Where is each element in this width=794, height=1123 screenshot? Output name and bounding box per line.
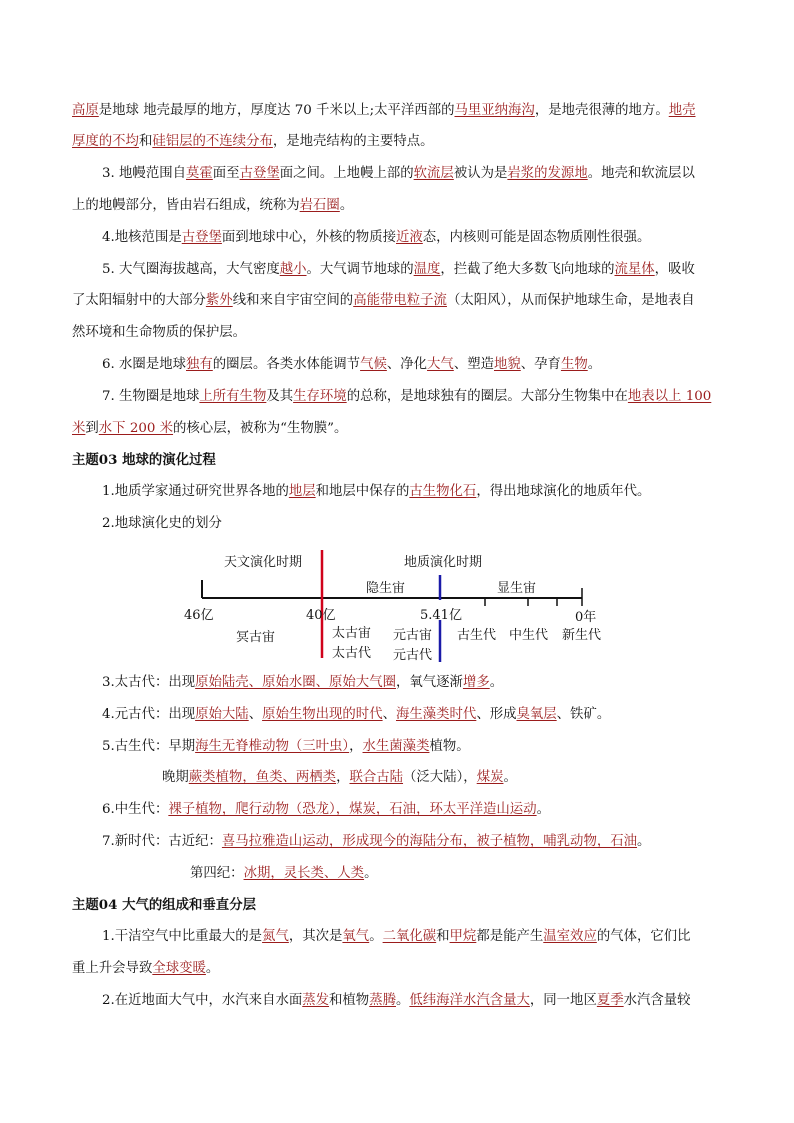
- answer-text: 高原: [72, 103, 99, 118]
- body-text: 。: [536, 802, 550, 817]
- answer-text: 气候: [360, 357, 387, 372]
- body-text: ，是地壳结构的主要特点。: [272, 134, 434, 149]
- answer-text: 岩浆的发源地: [507, 166, 588, 181]
- answer-text: 蒸发: [302, 993, 330, 1008]
- para-line: [102, 928, 691, 946]
- label-cenozoic: 新生代: [562, 628, 602, 643]
- body-text: 3. 地幔范围自: [102, 166, 186, 181]
- para-line: [72, 197, 353, 215]
- body-text: 、形成: [476, 707, 517, 722]
- body-text: 。: [395, 993, 410, 1008]
- body-text: 植物。: [429, 739, 470, 754]
- answer-text: 甲烷: [449, 929, 477, 944]
- answer-text: 软流层: [413, 166, 454, 181]
- para-line: [102, 833, 650, 851]
- tick-label-541: 5.41亿: [420, 608, 462, 623]
- para-line: [72, 420, 347, 438]
- answer-text: 地表以上 100: [627, 389, 712, 404]
- body-text: 面之间。上地幔上部的: [279, 166, 414, 181]
- answer-text: 水下 200 米: [98, 421, 174, 436]
- answer-text: 马里亚纳海沟: [454, 103, 535, 118]
- body-text: ，同一地区: [529, 993, 597, 1008]
- body-text: 主题03 地球的演化过程: [72, 452, 216, 468]
- answer-text: 增多: [462, 675, 490, 690]
- body-text: 1.干洁空气中比重最大的是: [102, 929, 263, 944]
- answer-text: 生存环境: [293, 389, 347, 404]
- answer-text: 大气: [427, 357, 454, 372]
- answer-text: 蕨类植物，鱼类、两栖类: [188, 770, 337, 785]
- body-text: 被认为是: [453, 166, 508, 181]
- para-line: [102, 356, 601, 374]
- answer-text: 喜马拉雅造山运动，形成现今的海陆分布，被子植物，哺乳动物，石油: [221, 834, 638, 849]
- label-cryptozoic: 隐生宙: [366, 581, 406, 596]
- answer-text: 蒸腾: [369, 993, 396, 1008]
- para-line: [102, 674, 503, 692]
- answer-text: 温室效应: [543, 929, 597, 944]
- answer-text: 低纬海洋水汽含量大: [409, 993, 530, 1008]
- answer-text: 原始生物出现的时代: [262, 707, 383, 722]
- tick-label-40: 40亿: [306, 608, 336, 623]
- body-text: 4.地核范围是: [102, 230, 182, 245]
- answer-text: 水生菌藻类: [362, 739, 430, 754]
- answer-text: 温度: [413, 262, 441, 277]
- body-text: 。: [503, 770, 517, 785]
- body-text: 和: [436, 929, 450, 944]
- answer-text: 古登堡: [181, 230, 222, 245]
- body-text: 4.元古代：出现: [102, 707, 196, 722]
- body-text: 然环境和生命物质的保护层。: [72, 325, 247, 340]
- label-archean-eon: 太古宙: [332, 626, 372, 641]
- body-text: 及其: [266, 389, 294, 404]
- body-text: ，得出地球演化的地质年代。: [476, 484, 651, 499]
- body-text: 到: [85, 421, 99, 436]
- para-line: [72, 292, 695, 310]
- body-text: 2.地球演化史的划分: [102, 516, 222, 531]
- tick-label-46: 46亿: [184, 608, 214, 623]
- body-text: 2.在近地面大气中，水汽来自水面: [102, 993, 303, 1008]
- section-heading: [72, 896, 256, 914]
- para-line: [102, 229, 650, 247]
- body-text: 线和来自宇宙空间的: [232, 293, 354, 308]
- body-text: 上的地幔部分，皆由岩石组成，统称为: [72, 198, 300, 213]
- answer-text: 莫霍: [186, 166, 213, 181]
- answer-text: 生物: [560, 357, 588, 372]
- para-line: [102, 706, 610, 724]
- body-text: 。: [205, 961, 220, 976]
- body-text: 。: [637, 834, 651, 849]
- body-text: 态，内核则可能是固态物质刚性很强。: [422, 230, 651, 245]
- answer-text: 地壳: [668, 103, 696, 118]
- answer-text: 裸子植物，爬行动物（恐龙），煤炭，石油，环太平洋造山运动: [168, 802, 537, 817]
- para-line: [102, 165, 695, 183]
- body-text: 重上升会导致: [72, 961, 153, 976]
- label-astronomical-period: 天文演化时期: [224, 555, 303, 570]
- label-geological-period: 地质演化时期: [404, 555, 483, 570]
- answer-text: 高能带电粒子流: [353, 293, 447, 308]
- label-mesozoic: 中生代: [509, 628, 549, 643]
- body-text: 、: [382, 707, 396, 722]
- para-line: [102, 261, 695, 279]
- body-text: ，吸收: [654, 262, 695, 277]
- body-text: 是地球 地壳最厚的地方，厚度达 70 千米以上;太平洋西部的: [98, 103, 455, 118]
- body-text: 主题04 大气的组成和垂直分层: [72, 897, 256, 913]
- answer-text: 岩石圈: [299, 198, 340, 213]
- tick-label-0: 0年: [575, 610, 597, 625]
- label-phanerozoic: 显生宙: [497, 581, 537, 596]
- body-text: 晚期: [162, 770, 189, 785]
- body-text: 、孕育: [520, 357, 561, 372]
- label-hadean: 冥古宙: [236, 630, 276, 645]
- body-text: ，是地壳很薄的地方。: [534, 103, 669, 118]
- body-text: 。: [339, 198, 354, 213]
- body-text: 水汽含量较: [623, 993, 691, 1008]
- body-text: 面至: [212, 166, 240, 181]
- body-text: 、塑造: [453, 357, 494, 372]
- answer-text: 米: [72, 421, 86, 436]
- body-text: 5. 大气圈海拔越高，大气密度: [102, 262, 280, 277]
- answer-text: 臭氧层: [516, 707, 557, 722]
- answer-text: 原始陆壳、原始水圈、原始大气圈: [195, 675, 396, 690]
- body-text: 、净化: [386, 357, 428, 372]
- body-text: 的圈层。各类水体能调节: [212, 357, 361, 372]
- label-archean-era: 太古代: [332, 646, 372, 661]
- para-line: [102, 483, 650, 501]
- para-line: [102, 992, 691, 1010]
- answer-text: 独有: [186, 357, 213, 372]
- body-text: 面到地球中心，外核的物质接: [221, 230, 396, 245]
- body-text: ，拦截了绝大多数飞向地球的: [440, 262, 615, 277]
- answer-text: 古登堡: [239, 166, 280, 181]
- para-line: [162, 769, 517, 787]
- answer-text: 联合古陆: [349, 770, 404, 785]
- body-text: 和植物: [329, 993, 370, 1008]
- body-text: 。: [587, 357, 602, 372]
- answer-text: 氧气: [342, 929, 370, 944]
- para-line: [102, 388, 711, 406]
- answer-text: 海生藻类时代: [395, 707, 477, 722]
- body-text: ，氧气逐渐: [395, 675, 463, 690]
- body-text: 和: [138, 134, 153, 149]
- label-proterozoic-eon: 元古宙: [393, 628, 433, 643]
- answer-text: 紫外: [205, 293, 233, 308]
- body-text: 6.中生代：: [102, 802, 169, 817]
- answer-text: 二氧化碳: [382, 929, 437, 944]
- answer-text: 原始大陆: [195, 707, 249, 722]
- body-text: 第四纪：: [190, 866, 244, 881]
- body-text: 6. 水圈是地球: [102, 357, 186, 372]
- body-text: ，: [349, 739, 363, 754]
- answer-text: 古生物化石: [409, 484, 477, 499]
- answer-text: 全球变暖: [152, 961, 206, 976]
- body-text: （泛大陆），: [403, 770, 477, 785]
- answer-text: 越小: [279, 262, 307, 277]
- body-text: 的气体，它们比: [596, 929, 691, 944]
- answer-text: 流星体: [614, 262, 655, 277]
- answer-text: 近液: [395, 230, 423, 245]
- para-line: [190, 865, 377, 883]
- body-text: 的核心层，被称为“生物膜”。: [173, 421, 348, 436]
- section-heading: [72, 451, 216, 469]
- answer-text: 硅铝层的不连续分布: [152, 134, 273, 149]
- body-text: 7.新时代：古近纪：: [102, 834, 222, 849]
- label-paleozoic: 古生代: [457, 628, 497, 643]
- body-text: 。地壳和软流层以: [587, 166, 695, 181]
- body-text: 、铁矿。: [556, 707, 611, 722]
- body-text: 。: [369, 929, 383, 944]
- body-text: 了太阳辐射中的大部分: [72, 293, 206, 308]
- body-text: 都是能产生: [476, 929, 544, 944]
- para-line: [72, 102, 696, 120]
- body-text: 1.地质学家通过研究世界各地的: [102, 484, 289, 499]
- answer-text: 冰期，灵长类、人类: [243, 866, 365, 881]
- para-line: [102, 801, 550, 819]
- answer-text: 地层: [288, 484, 316, 499]
- body-text: ，: [336, 770, 350, 785]
- answer-text: 夏季: [596, 993, 624, 1008]
- body-text: ，其次是: [288, 929, 343, 944]
- body-text: 、: [248, 707, 263, 722]
- answer-text: 海生无脊椎动物（三叶虫）: [195, 739, 350, 754]
- para-line: [72, 960, 219, 978]
- answer-text: 氮气: [262, 929, 289, 944]
- body-text: 的总称，是地球独有的圈层。大部分生物集中在: [346, 389, 628, 404]
- answer-text: 厚度的不均: [72, 134, 139, 149]
- body-text: 5.古生代：早期: [102, 739, 196, 754]
- answer-text: 地貌: [493, 357, 521, 372]
- para-line: [102, 515, 222, 533]
- para-line: [72, 133, 434, 151]
- body-text: 3.太古代：出现: [102, 675, 196, 690]
- body-text: 7. 生物圈是地球: [102, 389, 200, 404]
- answer-text: 上所有生物: [199, 389, 267, 404]
- answer-text: 煤炭: [476, 770, 504, 785]
- body-text: 。: [489, 675, 504, 690]
- para-line: [72, 324, 246, 342]
- body-text: 和地层中保存的: [315, 484, 410, 499]
- body-text: （太阳风），从而保护地球生命，是地表自: [446, 293, 695, 308]
- body-text: 。大气调节地球的: [306, 262, 414, 277]
- body-text: 。: [364, 866, 378, 881]
- label-proterozoic-era: 元古代: [393, 648, 433, 663]
- para-line: [102, 738, 470, 756]
